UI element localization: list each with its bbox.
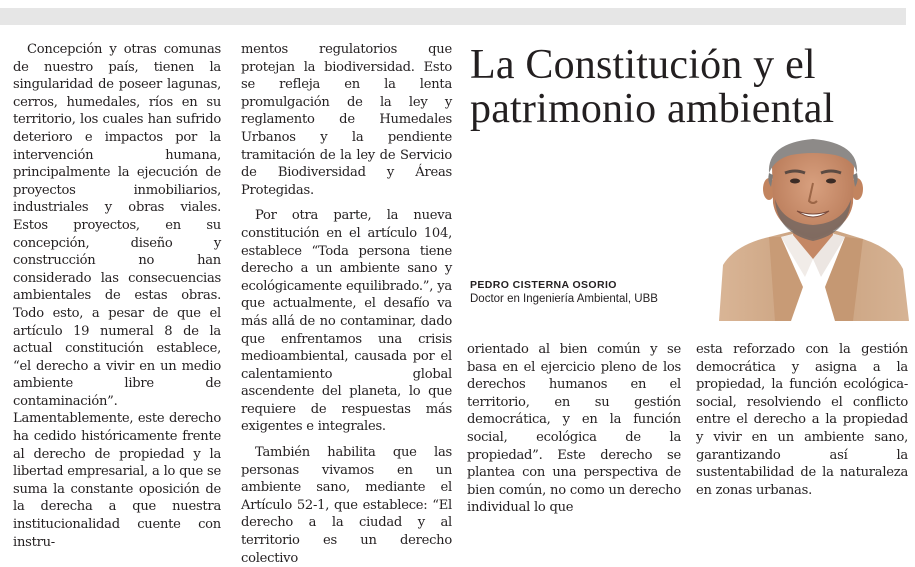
body-column-4 bbox=[696, 341, 908, 499]
headline bbox=[470, 43, 910, 131]
paragraph-3-continued: orientado al bien común y se basa en el ejercicio pleno de los derechos humanos en el territorio, en su gestión democrática, y en la función social, ecológica de la propiedad”. Este derecho se plantea con una perspectiva de bien común, no como un derecho individual lo que bbox=[467, 342, 681, 516]
top-gray-bar bbox=[0, 8, 906, 25]
body-column-3 bbox=[467, 341, 681, 517]
paragraph-3: También habilita que las personas vivamos en un ambiente sano, mediante el Artículo 52-1, que establece: “El derecho a la ciudad y al territorio es un derecho colectivo bbox=[241, 445, 452, 566]
body-column-1 bbox=[13, 41, 221, 551]
headline-line-1: La Constitución y el bbox=[470, 42, 816, 88]
author-name: PEDRO CISTERNA OSORIO bbox=[470, 279, 617, 291]
paragraph-1-continued: mentos regulatorios que protejan la biodiversidad. Esto se refleja en la lenta promulgación de la ley y reglamento de Humedales Urbanos y la pendiente tramitación de la ley de Servicio de Biodiversidad y Áreas Protegidas. bbox=[241, 42, 452, 198]
paragraph-3-end: esta reforzado con la gestión democrática y asigna a la propiedad, la función ecológica-social, resolviendo el conflicto entre el derecho a la propiedad y vivir en un ambiente sano, garantizando así la sustentabilidad de la naturaleza en zonas urbanas. bbox=[696, 342, 908, 498]
author-photo bbox=[717, 137, 910, 321]
author-portrait bbox=[717, 137, 910, 321]
paragraph-1: Concepción y otras comunas de nuestro país, tienen la singularidad de poseer lagunas, cerros, humedales, ríos en su territorio, los cuales han sufrido deterioro e impactos por la intervención humana, principalmente la ejecución de proyectos inmobiliarios, industriales y obras viales. Estos proyectos, en su concepción, diseño y construcción no han considerado las consecuencias ambientales de estas obras. Todo esto, a pesar de que el artículo 19 numeral 8 de la actual constitución establece, “el derecho a vivir en un medio ambiente libre de contaminación”. Lamentablemente, este derecho ha cedido históricamente frente al derecho de propiedad y la libertad empresarial, a lo que se suma la constante oposición de la derecha a que nuestra institucionalidad cuente con instru- bbox=[13, 42, 221, 550]
author-role: Doctor en Ingeniería Ambiental, UBB bbox=[470, 293, 658, 305]
paragraph-2: Por otra parte, la nueva constitución en el artículo 104, establece “Toda persona tiene derecho a un ambiente sano y ecológicamente equilibrado.”, ya que actualmente, el desafío va más allá de no contaminar, dado que enfrentamos una crisis medioambiental, causada por el calentamiento global ascendente del planeta, lo que requiere de respuestas más exigentes e integrales. bbox=[241, 208, 452, 435]
headline-line-2: patrimonio ambiental bbox=[470, 86, 835, 132]
body-column-2 bbox=[241, 41, 452, 567]
